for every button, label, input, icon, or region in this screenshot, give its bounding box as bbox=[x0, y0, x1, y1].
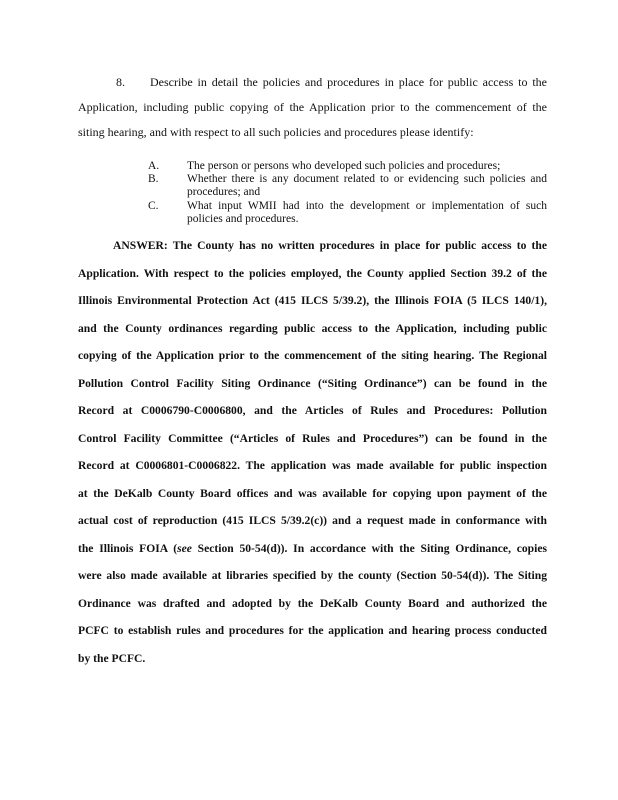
answer-segment-after: Section 50-54(d)). In accordance with the Siting Ordinance, copies bbox=[191, 541, 547, 555]
item-text-a: The person or persons who developed such policies and procedures; bbox=[187, 160, 501, 172]
answer-line: ANSWER: The County has no written procedures in place for public access to the bbox=[113, 239, 547, 252]
answer-line: Ordinance was drafted and adopted by the DeKalb County Board and authorized the bbox=[78, 596, 547, 610]
answer-line: PCFC to establish rules and procedures for the application and hearing process conducted bbox=[78, 624, 547, 637]
answer-line: Control Facility Committee (“Articles of Rules and Procedures”) can be found in the bbox=[78, 431, 547, 445]
answer-line: and the County ordinances regarding public access to the Application, including public bbox=[78, 321, 547, 335]
answer-line: Pollution Control Facility Siting Ordinance (“Siting Ordinance”) can be found in the bbox=[78, 376, 547, 390]
item-label-b: B. bbox=[148, 173, 159, 185]
answer-line-with-italic bbox=[78, 539, 547, 559]
answer-line: Record at C0006790-C0006800, and the Articles of Rules and Procedures: Pollution bbox=[78, 404, 547, 417]
question-line: Describe in detail the policies and procedures in place for public access to the bbox=[150, 75, 547, 89]
item-label-a: A. bbox=[148, 160, 160, 172]
answer-line: at the DeKalb County Board offices and was available for copying upon payment of the bbox=[78, 486, 547, 500]
item-text-b-cont: procedures; and bbox=[187, 186, 261, 198]
answer-line: by the PCFC. bbox=[78, 651, 146, 665]
question-line: Application, including public copying of the Application prior to the commencement of the bbox=[78, 100, 547, 114]
item-label-c: C. bbox=[148, 200, 159, 212]
answer-line: actual cost of reproduction (415 ILCS 5/39.2(c)) and a request made in conformance with bbox=[78, 514, 547, 527]
answer-line: copying of the Application prior to the commencement of the siting hearing. The Regional bbox=[78, 349, 547, 362]
item-text-c-cont: policies and procedures. bbox=[187, 213, 299, 225]
item-text-b: Whether there is any document related to or evidencing such policies and bbox=[187, 173, 547, 185]
answer-line: Illinois Environmental Protection Act (415 ILCS 5/39.2), the Illinois FOIA (5 ILCS 140/1), bbox=[78, 294, 547, 307]
question-number: 8. bbox=[116, 75, 125, 89]
answer-segment-italic: see bbox=[177, 541, 192, 555]
question-line: siting hearing, and with respect to all such policies and procedures please identify: bbox=[78, 125, 474, 139]
answer-line: Application. With respect to the policies employed, the County applied Section 39.2 of the bbox=[78, 266, 547, 280]
answer-segment-before: the Illinois FOIA ( bbox=[78, 541, 178, 555]
answer-line: were also made available at libraries specified by the county (Section 50-54(d)). The Siting bbox=[78, 569, 547, 582]
item-text-c: What input WMII had into the development or implementation of such bbox=[187, 200, 547, 212]
answer-line: Record at C0006801-C0006822. The application was made available for public inspection bbox=[78, 459, 547, 472]
